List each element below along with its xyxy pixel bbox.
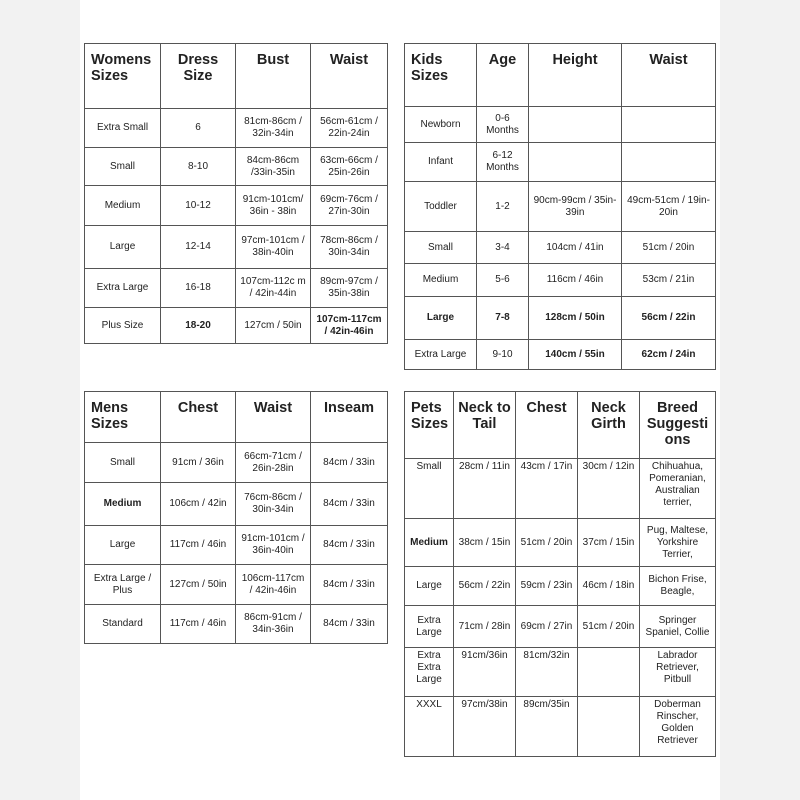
table-cell: 107cm-117cm / 42in-46in <box>311 308 388 344</box>
table-cell: 46cm / 18in <box>578 567 640 606</box>
table-cell: 91cm-101cm/ 36in - 38in <box>236 186 311 226</box>
table-row <box>405 519 716 567</box>
table-cell: 86cm-91cm / 34in-36in <box>236 605 311 644</box>
table-cell: 89cm-97cm / 35in-38in <box>311 269 388 308</box>
table-cell: 6-12 Months <box>477 143 529 182</box>
column-header: Inseam <box>311 392 388 443</box>
table-cell: 53cm / 21in <box>622 264 716 297</box>
column-header: Bust <box>236 44 311 109</box>
table-header-row <box>85 44 388 109</box>
table-cell: 51cm / 20in <box>578 606 640 648</box>
table-cell: Large <box>405 567 454 606</box>
kids-size-table <box>404 43 716 370</box>
table-cell: 49cm-51cm / 19in-20in <box>622 182 716 232</box>
column-header: Breed Suggestions <box>640 392 716 459</box>
table-cell: Medium <box>405 519 454 567</box>
table-row <box>405 459 716 519</box>
table-cell: 84cm / 33in <box>311 526 388 565</box>
table-row <box>85 605 388 644</box>
table-row <box>405 182 716 232</box>
table-cell: 7-8 <box>477 297 529 340</box>
table-row <box>405 606 716 648</box>
table-cell: 104cm / 41in <box>529 232 622 264</box>
table-cell <box>622 107 716 143</box>
table-cell: 66cm-71cm / 26in-28in <box>236 443 311 483</box>
table-cell: 84cm / 33in <box>311 565 388 605</box>
womens-size-table <box>84 43 388 344</box>
table-cell: 97cm-101cm / 38in-40in <box>236 226 311 269</box>
table-cell <box>529 107 622 143</box>
table-cell: 106cm-117cm / 42in-46in <box>236 565 311 605</box>
column-header: Neck to Tail <box>454 392 516 459</box>
table-cell: 18-20 <box>161 308 236 344</box>
table-cell: 106cm / 42in <box>161 483 236 526</box>
table-cell: 127cm / 50in <box>236 308 311 344</box>
table-cell: 97cm/38in <box>454 697 516 757</box>
table-cell: Chihuahua, Pomeranian, Australian terrier, <box>640 459 716 519</box>
table-cell: 84cm / 33in <box>311 443 388 483</box>
table-cell: 56cm / 22in <box>454 567 516 606</box>
table-cell: 56cm-61cm / 22in-24in <box>311 109 388 148</box>
table-cell: Medium <box>405 264 477 297</box>
table-cell: 127cm / 50in <box>161 565 236 605</box>
table-row <box>85 226 388 269</box>
table-cell: 90cm-99cm / 35in-39in <box>529 182 622 232</box>
table-row <box>405 697 716 757</box>
table-cell: 81cm/32in <box>516 648 578 697</box>
column-header: Neck Girth <box>578 392 640 459</box>
table-cell: 69cm-76cm / 27in-30in <box>311 186 388 226</box>
column-header: Chest <box>516 392 578 459</box>
table-cell: 117cm / 46in <box>161 605 236 644</box>
table-cell: Extra Extra Large <box>405 648 454 697</box>
table-header-row <box>85 392 388 443</box>
table-cell <box>622 143 716 182</box>
column-header: Height <box>529 44 622 107</box>
table-cell: 0-6 Months <box>477 107 529 143</box>
column-header: Waist <box>622 44 716 107</box>
column-header: Dress Size <box>161 44 236 109</box>
table-cell: Small <box>85 148 161 186</box>
table-cell: Large <box>85 226 161 269</box>
table-cell: 59cm / 23in <box>516 567 578 606</box>
table-cell: 62cm / 24in <box>622 340 716 370</box>
table-cell: Extra Large / Plus <box>85 565 161 605</box>
table-cell: 56cm / 22in <box>622 297 716 340</box>
table-row <box>405 648 716 697</box>
table-cell: 28cm / 11in <box>454 459 516 519</box>
column-header: Waist <box>236 392 311 443</box>
table-cell: 5-6 <box>477 264 529 297</box>
table-cell: Newborn <box>405 107 477 143</box>
table-cell: 43cm / 17in <box>516 459 578 519</box>
table-cell: XXXL <box>405 697 454 757</box>
table-header-row <box>405 44 716 107</box>
table-row <box>405 232 716 264</box>
table-cell <box>529 143 622 182</box>
column-header: Chest <box>161 392 236 443</box>
table-row <box>405 340 716 370</box>
table-cell: 91cm/36in <box>454 648 516 697</box>
table-cell: 81cm-86cm / 32in-34in <box>236 109 311 148</box>
table-cell: Small <box>85 443 161 483</box>
table-row <box>85 148 388 186</box>
table-cell: 6 <box>161 109 236 148</box>
table-row <box>405 567 716 606</box>
column-header: Mens Sizes <box>85 392 161 443</box>
table-row <box>85 109 388 148</box>
mens-size-table <box>84 391 388 644</box>
table-row <box>85 443 388 483</box>
table-cell: Medium <box>85 483 161 526</box>
table-cell: 16-18 <box>161 269 236 308</box>
column-header: Pets Sizes <box>405 392 454 459</box>
table-cell: Toddler <box>405 182 477 232</box>
table-cell: Plus Size <box>85 308 161 344</box>
table-cell: Large <box>85 526 161 565</box>
table-cell: 84cm-86cm /33in-35in <box>236 148 311 186</box>
table-cell: Extra Large <box>85 269 161 308</box>
table-cell: 51cm / 20in <box>622 232 716 264</box>
table-cell: Infant <box>405 143 477 182</box>
table-cell: Labrador Retriever, Pitbull <box>640 648 716 697</box>
table-cell: 9-10 <box>477 340 529 370</box>
table-cell: Springer Spaniel, Collie <box>640 606 716 648</box>
table-cell: Pug, Maltese, Yorkshire Terrier, <box>640 519 716 567</box>
table-cell: Extra Small <box>85 109 161 148</box>
table-cell: 107cm-112c m / 42in-44in <box>236 269 311 308</box>
table-cell: 30cm / 12in <box>578 459 640 519</box>
table-cell: Standard <box>85 605 161 644</box>
table-cell: 78cm-86cm / 30in-34in <box>311 226 388 269</box>
table-cell: Small <box>405 232 477 264</box>
table-cell: 76cm-86cm / 30in-34in <box>236 483 311 526</box>
table-cell: Extra Large <box>405 340 477 370</box>
table-cell: 3-4 <box>477 232 529 264</box>
table-cell: 84cm / 33in <box>311 605 388 644</box>
column-header: Age <box>477 44 529 107</box>
table-cell: 91cm / 36in <box>161 443 236 483</box>
table-cell: 38cm / 15in <box>454 519 516 567</box>
table-cell: 12-14 <box>161 226 236 269</box>
table-cell: Large <box>405 297 477 340</box>
table-row <box>85 186 388 226</box>
table-cell: 91cm-101cm / 36in-40in <box>236 526 311 565</box>
table-cell: 8-10 <box>161 148 236 186</box>
table-header-row <box>405 392 716 459</box>
table-cell: 128cm / 50in <box>529 297 622 340</box>
table-row <box>85 308 388 344</box>
table-cell: 51cm / 20in <box>516 519 578 567</box>
table-cell: Bichon Frise, Beagle, <box>640 567 716 606</box>
table-cell: 89cm/35in <box>516 697 578 757</box>
table-cell: Doberman Rinscher, Golden Retriever <box>640 697 716 757</box>
table-cell: 116cm / 46in <box>529 264 622 297</box>
table-cell: 69cm / 27in <box>516 606 578 648</box>
table-cell: 84cm / 33in <box>311 483 388 526</box>
table-cell: 140cm / 55in <box>529 340 622 370</box>
table-row <box>85 483 388 526</box>
table-row <box>405 143 716 182</box>
table-cell <box>578 697 640 757</box>
column-header: Waist <box>311 44 388 109</box>
table-cell: Extra Large <box>405 606 454 648</box>
table-row <box>85 565 388 605</box>
table-cell <box>578 648 640 697</box>
table-cell: 10-12 <box>161 186 236 226</box>
column-header: Kids Sizes <box>405 44 477 107</box>
table-cell: 63cm-66cm / 25in-26in <box>311 148 388 186</box>
pets-size-table <box>404 391 716 757</box>
table-cell: 1-2 <box>477 182 529 232</box>
table-cell: Medium <box>85 186 161 226</box>
table-cell: Small <box>405 459 454 519</box>
table-cell: 71cm / 28in <box>454 606 516 648</box>
column-header: Womens Sizes <box>85 44 161 109</box>
table-row <box>85 526 388 565</box>
table-row <box>405 107 716 143</box>
table-cell: 37cm / 15in <box>578 519 640 567</box>
table-row <box>405 264 716 297</box>
table-cell: 117cm / 46in <box>161 526 236 565</box>
table-row <box>405 297 716 340</box>
table-row <box>85 269 388 308</box>
